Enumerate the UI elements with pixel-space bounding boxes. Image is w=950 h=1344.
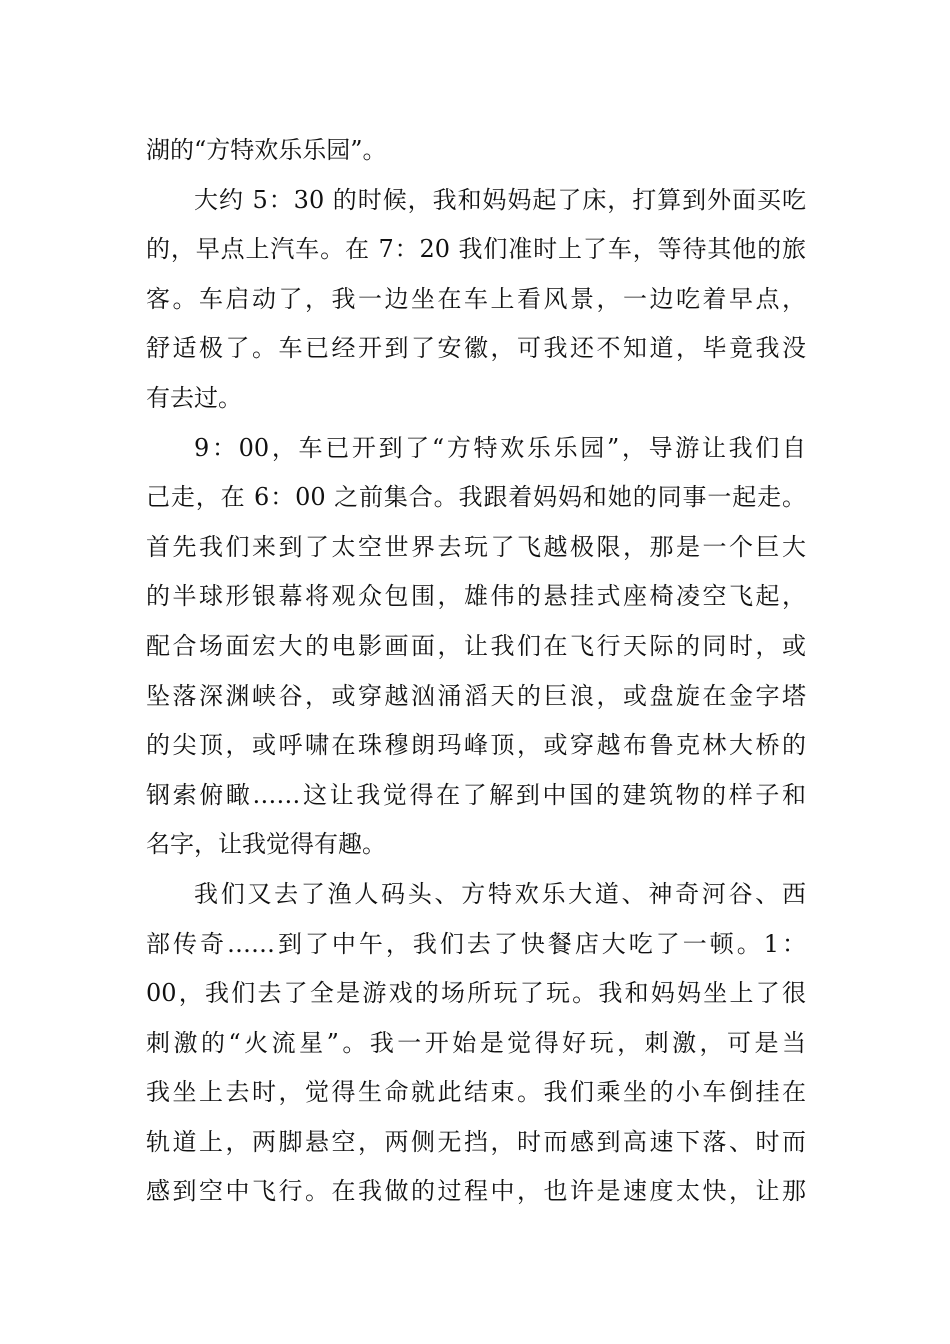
text-line: 名字，让我觉得有趣。 [146, 830, 386, 859]
text-line: 湖的“方特欢乐乐园”。 [146, 136, 387, 164]
text-line: 我们又去了渔人码头、方特欢乐大道、神奇河谷、西 [194, 879, 806, 908]
text-line: 的半球形银幕将观众包围，雄伟的悬挂式座椅凌空飞起， [146, 582, 806, 611]
text-line: 感到空中飞行。在我做的过程中，也许是速度太快，让那 [146, 1177, 806, 1206]
text-line: 9：00，车已开到了“方特欢乐乐园”，导游让我们自 [194, 433, 806, 462]
text-line: 我坐上去时，觉得生命就此结束。我们乘坐的小车倒挂在 [146, 1078, 806, 1107]
text-line: 首先我们来到了太空世界去玩了飞越极限，那是一个巨大 [146, 532, 806, 561]
text-line: 坠落深渊峡谷，或穿越汹涌滔天的巨浪，或盘旋在金字塔 [146, 681, 806, 710]
text-line: 的，早点上汽车。在 7：20 我们准时上了车，等待其他的旅 [146, 235, 806, 264]
text-line: 轨道上，两脚悬空，两侧无挡，时而感到高速下落、时而 [146, 1127, 806, 1156]
text-line: 部传奇……到了中午，我们去了快餐店大吃了一顿。1： [146, 929, 806, 958]
text-line: 己走，在 6：00 之前集合。我跟着妈妈和她的同事一起走。 [146, 483, 806, 512]
text-line: 大约 5：30 的时候，我和妈妈起了床，打算到外面买吃 [194, 185, 806, 214]
text-line: 刺激的“火流星”。我一开始是觉得好玩，刺激，可是当 [146, 1028, 806, 1057]
text-line: 钢索俯瞰……这让我觉得在了解到中国的建筑物的样子和 [146, 780, 806, 809]
text-line: 的尖顶，或呼啸在珠穆朗玛峰顶，或穿越布鲁克林大桥的 [146, 731, 806, 760]
text-line: 有去过。 [146, 383, 242, 412]
text-line: 舒适极了。车已经开到了安徽，可我还不知道，毕竟我没 [146, 334, 806, 363]
text-line: 客。车启动了，我一边坐在车上看风景，一边吃着早点， [146, 284, 806, 313]
text-line: 配合场面宏大的电影画面，让我们在飞行天际的同时，或 [146, 631, 806, 660]
text-line: 00，我们去了全是游戏的场所玩了玩。我和妈妈坐上了很 [146, 979, 806, 1008]
body-text [146, 126, 806, 1217]
